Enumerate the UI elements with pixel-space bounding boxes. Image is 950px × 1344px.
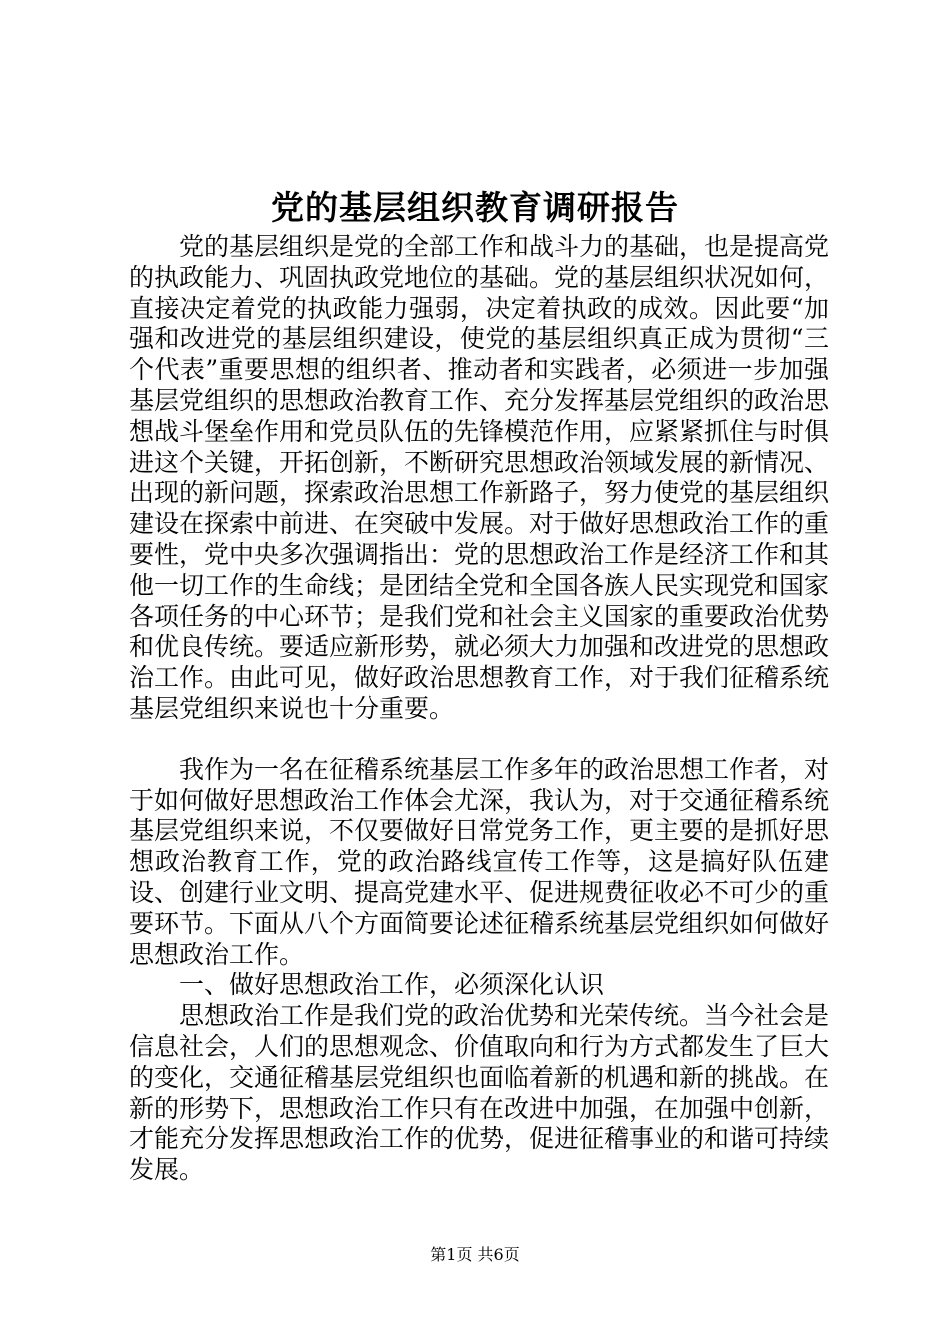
paragraph-section-1: 思想政治工作是我们党的政治优势和光荣传统。当今社会是信息社会，人们的思想观念、价值取向和行为方式都发生了巨大的变化，交通征稽基层党组织也面临着新的机遇和新的挑战。在新的形势下，思想政治工作只有在改进中加强，在加强中创新，才能充分发挥思想政治工作的优势，促进征稽事业的和谐可持续发展。 bbox=[129, 1001, 830, 1185]
paragraph-author-view: 我作为一名在征稽系统基层工作多年的政治思想工作者，对于如何做好思想政治工作体会尤深，我认为，对于交通征稽系统基层党组织来说，不仅要做好日常党务工作，更主要的是抓好思想政治教育工作，党的政治路线宣传工作等，这是搞好队伍建设、创建行业文明、提高党建水平、促进规费征收必不可少的重要环节。下面从八个方面简要论述征稽系统基层党组织如何做好思想政治工作。 bbox=[129, 754, 830, 969]
document-body bbox=[129, 232, 829, 1186]
section-heading-1: 一、做好思想政治工作，必须深化认识 bbox=[179, 970, 605, 1000]
document-title: 党的基层组织教育调研报告 bbox=[271, 188, 679, 227]
paragraph-gap bbox=[129, 725, 829, 755]
page-footer: 第1页 共6页 bbox=[430, 1245, 520, 1264]
paragraph-intro: 党的基层组织是党的全部工作和战斗力的基础，也是提高党的执政能力、巩固执政党地位的基础。党的基层组织状况如何，直接决定着党的执政能力强弱，决定着执政的成效。因此要“加强和改进党的基层组织建设，使党的基层组织真正成为贯彻“三个代表”重要思想的组织者、推动者和实践者，必须进一步加强基层党组织的思想政治教育工作、充分发挥基层党组织的政治思想战斗堡垒作用和党员队伍的先锋模范作用，应紧紧抓住与时俱进这个关键，开拓创新，不断研究思想政治领域发展的新情况、出现的新问题，探索政治思想工作新路子，努力使党的基层组织建设在探索中前进、在突破中发展。对于做好思想政治工作的重要性，党中央多次强调指出：党的思想政治工作是经济工作和其他一切工作的生命线；是团结全党和全国各族人民实现党和国家各项任务的中心环节；是我们党和社会主义国家的重要政治优势和优良传统。要适应新形势，就必须大力加强和改进党的思想政治工作。由此可见，做好政治思想教育工作，对于我们征稽系统基层党组织来说也十分重要。 bbox=[129, 232, 830, 723]
